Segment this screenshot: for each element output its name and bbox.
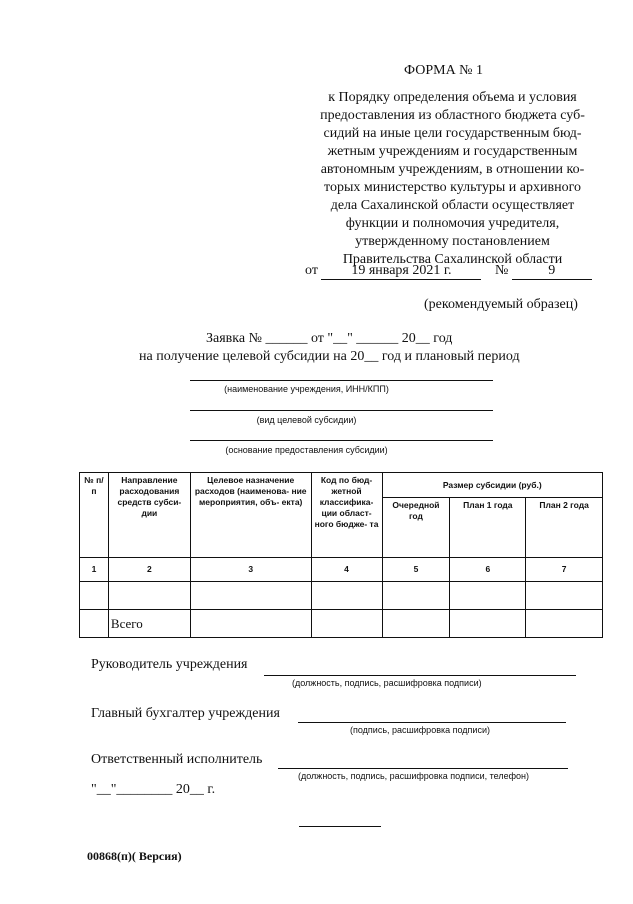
header-direction: Направление расходования средств субси- дии	[108, 473, 190, 558]
signature-date: "__"________ 20__ г.	[91, 782, 216, 797]
subsidy-basis-caption: (основание предоставления субсидии)	[225, 445, 388, 455]
approval-number: 9	[512, 263, 592, 280]
header-line-2: предоставления из областного бюджета суб-	[320, 108, 585, 123]
institution-name-line	[190, 380, 493, 381]
date-prefix: от	[305, 263, 318, 278]
institution-caption: (наименование учреждения, ИНН/КПП)	[224, 384, 389, 394]
subsidy-basis-line	[190, 440, 493, 441]
head-label: Руководитель учреждения	[91, 657, 248, 672]
header-line-6: торых министерство культуры и архивного	[324, 180, 581, 195]
col-number-5: 5	[382, 558, 450, 582]
empty-cell	[108, 582, 190, 610]
header-line-5: автономным учреждениям, в отношении ко-	[320, 162, 585, 177]
col-number-4: 4	[311, 558, 382, 582]
form-title: ФОРМА № 1	[404, 63, 484, 78]
empty-cell	[190, 610, 311, 638]
executor-label: Ответственный исполнитель	[91, 752, 263, 767]
header-line-7: дела Сахалинской области осуществляет	[330, 198, 575, 213]
header-plan1: План 1 года	[450, 498, 526, 558]
header-line-10: Правительства Сахалинской области	[342, 252, 563, 267]
col-number-3: 3	[190, 558, 311, 582]
col-number-7: 7	[526, 558, 603, 582]
col-number-2: 2	[108, 558, 190, 582]
accountant-signature-line	[298, 722, 566, 723]
subsidy-type-line	[190, 410, 493, 411]
empty-cell	[311, 610, 382, 638]
header-line-3: сидий на иные цели государственным бюд-	[323, 126, 582, 141]
total-row	[80, 610, 603, 638]
header-current-year: Очередной год	[382, 498, 450, 558]
approval-date-line	[305, 263, 592, 280]
header-num: № п/п	[80, 473, 109, 558]
header-code: Код по бюд- жетной классифика- ции област- ного бюдже- та	[311, 473, 382, 558]
accountant-caption: (подпись, расшифровка подписи)	[350, 725, 490, 735]
header-purpose: Целевое назначение расходов (наименова- ние мероприятия, объ- екта)	[190, 473, 311, 558]
head-caption: (должность, подпись, расшифровка подписи)	[292, 678, 482, 688]
recommended-sample: (рекомендуемый образец)	[424, 297, 578, 312]
header-size-group: Размер субсидии (руб.)	[382, 473, 603, 498]
request-subtitle: на получение целевой субсидии на 20__ год и плановый период	[139, 349, 520, 364]
executor-signature-line	[278, 768, 568, 769]
total-label: Всего	[108, 610, 190, 638]
table-header-row-1	[80, 473, 603, 498]
column-number-row	[80, 558, 603, 582]
empty-cell	[190, 582, 311, 610]
header-line-8: функции и полномочия учредителя,	[345, 216, 560, 231]
col-number-1: 1	[80, 558, 109, 582]
head-signature-line	[264, 675, 576, 676]
empty-cell	[80, 582, 109, 610]
accountant-label: Главный бухгалтер учреждения	[91, 706, 280, 721]
empty-cell	[450, 582, 526, 610]
request-title: Заявка № ______ от "__" ______ 20__ год	[206, 331, 453, 346]
empty-cell	[526, 610, 603, 638]
subsidy-type-caption: (вид целевой субсидии)	[256, 415, 357, 425]
table-row	[80, 582, 603, 610]
header-plan2: План 2 года	[526, 498, 603, 558]
header-line-1: к Порядку определения объема и условия	[328, 90, 577, 105]
header-line-9: утвержденному постановлением	[355, 234, 550, 249]
col-number-6: 6	[450, 558, 526, 582]
header-line-4: жетным учреждениям и государственным	[327, 144, 578, 159]
empty-cell	[526, 582, 603, 610]
empty-cell	[450, 610, 526, 638]
empty-cell	[382, 610, 450, 638]
executor-caption: (должность, подпись, расшифровка подписи, телефон)	[298, 771, 529, 781]
approval-date: 19 января 2021 г.	[321, 263, 481, 280]
footer-code: 00868(п)( Версия)	[87, 849, 182, 863]
footer-divider	[299, 826, 381, 827]
empty-cell	[311, 582, 382, 610]
empty-cell	[382, 582, 450, 610]
number-prefix: №	[494, 263, 509, 278]
empty-cell	[80, 610, 109, 638]
subsidy-table	[79, 472, 603, 638]
